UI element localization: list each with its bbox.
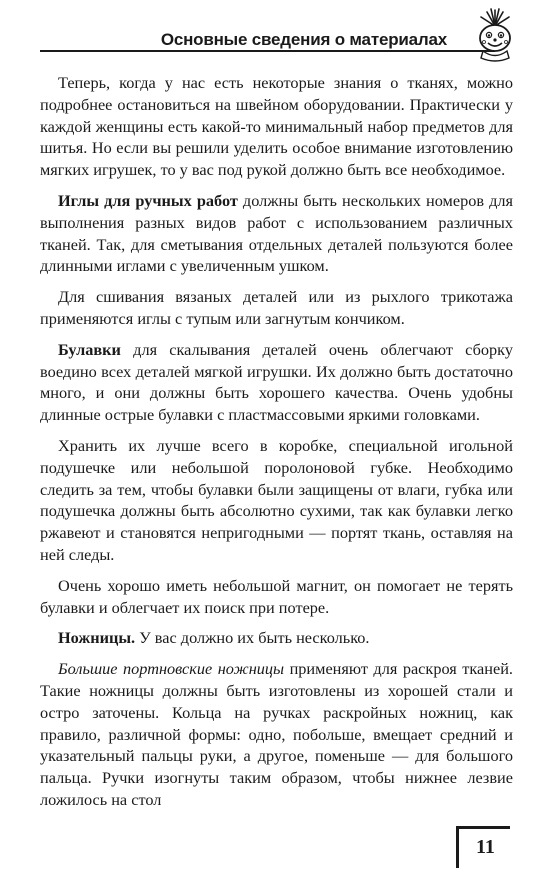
pins-text: для скалывания деталей очень облегчают сборку воедино всех деталей мягкой игрушки. Их должно быть достаточно много, и они должны быть хорошего качества. Очень удобны длинные острые булавки с пластмассовыми яркими головками.	[40, 339, 513, 425]
term-pins: Булавки	[58, 339, 121, 359]
page-number-frame-vertical	[456, 826, 459, 868]
header-rule	[40, 50, 495, 52]
term-scissors: Ножницы.	[58, 628, 136, 648]
paragraph-intro: Теперь, когда у нас есть некоторые знания о тканях, можно подробнее остановиться на швейном оборудовании. Практически у каждой женщины есть какой-то минимальный набор предметов для шитья. Но если вы решили уделить особое внимание изготовлению мягких игрушек, то у вас под рукой должно быть все необходимое.	[40, 73, 513, 180]
paragraph-knit-needles: Для сшивания вязаных деталей или из рыхлого трикотажа применяются иглы с тупым или загнутым кончиком.	[40, 287, 513, 328]
term-needles: Иглы для ручных работ	[58, 190, 238, 210]
paragraph-pin-storage: Хранить их лучше всего в коробке, специальной игольной подушечке или небольшой поролоновой губке. Необходимо следить за тем, чтобы булавки были защищены от влаги, губка или подушечка должны быть абсолютно сухими, так как булавки легко ржавеют и становятся непригодными — портят ткань, оставляя на ней следы.	[40, 435, 513, 564]
tailor-scissors-text: применяют для раскроя тканей. Такие ножницы должны быть изготовлены из хорошей стали и остро заточены. Кольца на ручках раскройных ножниц, как правило, различной формы: одно, побольше, вмещает средний и указательный пальцы руки, а другое, поменьше — для большого пальца. Ручки изогнуты таким образом, чтобы нижнее лезвие ложилось на стол	[40, 659, 513, 809]
scissors-text: У вас должно их быть несколько.	[135, 628, 370, 648]
paragraph-needles	[40, 190, 513, 277]
body-text	[40, 72, 513, 811]
page-number: 11	[476, 836, 495, 858]
header-title: Основные сведения о материалах	[160, 30, 447, 49]
paragraph-tailor-scissors	[40, 658, 513, 811]
page-number-frame-horizontal	[456, 826, 510, 829]
needles-text: должны быть нескольких номеров для выполнения разных видов работ с использованием различных тканей. Так, для сметывания отдельных деталей пользуются более длинными иглами с увеличенным ушком.	[40, 190, 513, 276]
paragraph-pins	[40, 339, 513, 426]
paragraph-magnet: Очень хорошо иметь небольшой магнит, он помогает не терять булавки и облегчает их поиск при потере.	[40, 575, 513, 617]
running-header	[40, 20, 525, 60]
page-footer	[456, 818, 516, 873]
term-tailor-scissors: Большие портновские ножницы	[58, 659, 285, 679]
puppet-doll-icon	[465, 6, 525, 64]
paragraph-scissors	[40, 627, 513, 649]
